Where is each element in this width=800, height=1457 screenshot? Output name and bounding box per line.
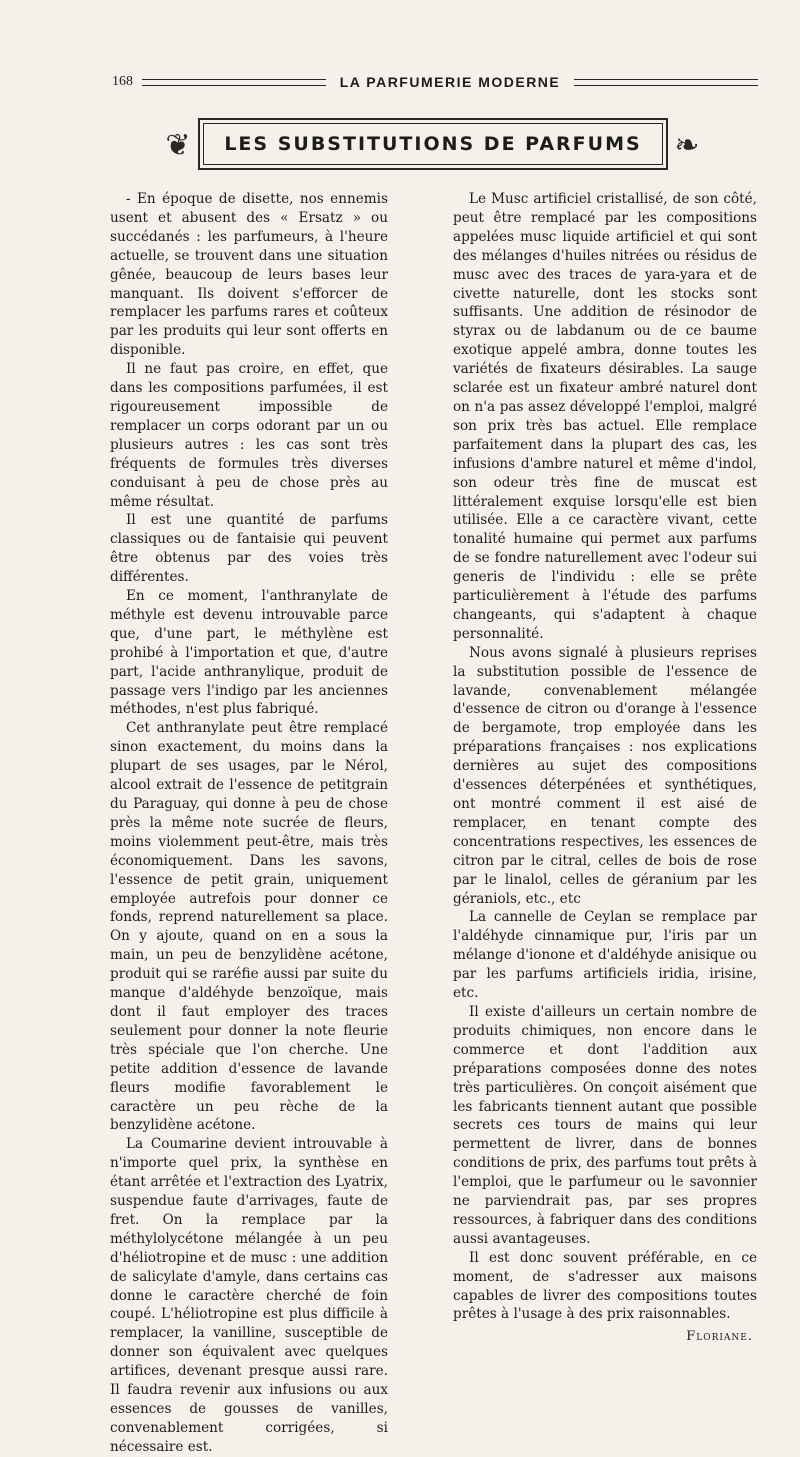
paragraph: Cet anthranylate peut être remplacé sinon exactement, du moins dans la plupart de ses usages, par le Nérol, alcool extrait de l'essence de petitgrain du Paraguay, qui donne à peu de chose près la même note sucrée de fleurs, moins violemment peut-être, mais très économiquement. Dans les savons, l'essence de petit grain, uniquement employée autrefois pour donner ce fonds, reprend naturellement sa place. On y ajoute, quand on en a sous la main, un peu de benzylidène acétone, produit qui se raréfie aussi par suite du manque d'aldéhyde benzoïque, mais dont il faut employer des traces seulement pour donner la note fleurie très spéciale que l'on cherche. Une petite addition d'essence de lavande fleurs modifie favorablement le caractère un peu rèche de la benzylidène acétone. — [110, 720, 388, 1134]
author-signature: Floriane. — [686, 1329, 753, 1345]
running-header — [112, 72, 758, 92]
paragraph: Le Musc artificiel cristallisé, de son côté, peut être remplacé par les compositions appelées musc liquide artificiel et qui sont des mélanges d'huiles nitrées ou résidus de musc avec des traces de yara-yara et de civette naturelle, dont les stocks sont suffisants. Une addition de résinodor de styrax ou de labdanum ou de ce baume exotique appelé ambra, donne toutes les variétés de fixateurs désirables. La sauge sclarée est un fixateur ambré naturel dont on n'a pas assez développé l'emploi, malgré son prix très bas actuel. Elle remplace parfaitement dans la plupart des cas, les infusions d'ambre naturel et même d'indol, son odeur très fine de muscat est littéralement exquise lorsqu'elle est bien utilisée. Elle a ce caractère vivant, cette tonalité humaine qui permet aux parfums de se fondre naturellement avec l'odeur sui generis de l'individu : elle se prête particulièrement à l'étude des parfums changeants, qui s'adaptent à chaque personnalité. — [453, 191, 757, 642]
paragraph: En ce moment, l'anthranylate de méthyle est devenu introuvable parce que, d'une part, le méthylène est prohibé à l'importation et que, d'autre part, l'acide anthranylique, produit de passage vers l'indigo par les anciennes méthodes, n'est plus fabriqué. — [110, 588, 388, 718]
paragraph: Il existe d'ailleurs un certain nombre de produits chimiques, non encore dans le commerce et dont l'addition aux préparations composées donne des notes très particulières. On conçoit aisément que les fabricants tiennent autant que possible secrets ces tours de mains qui leur permettent de livrer, dans de bonnes conditions de prix, des parfums tout prêts à l'emploi, que le parfumeur ou le savonnier ne parviendrait pas, par ses propres ressources, à fabriquer dans des conditions aussi avantageuses. — [453, 1003, 757, 1247]
journal-title: LA PARFUMERIE MODERNE — [339, 74, 561, 90]
paragraph: Nous avons signalé à plusieurs reprises la substitution possible de l'essence de lavande, convenablement mélangée d'essence de citron ou d'orange à l'essence de bergamote, trop employée dans les préparations françaises : nos explications dernières au sujet des compositions d'essences déterpénées et synthétiques, ont montré comment il est aisé de remplacer, en tenant compte des concentrations respectives, les essences de citron par le citral, celles de bois de rose par le linalol, celles de géranium par les géraniols, etc., etc — [453, 644, 757, 907]
article-column-left — [110, 190, 388, 1457]
paragraph: Il est donc souvent préférable, en ce moment, de s'adresser aux maisons capables de livrer des compositions toutes prêtes à l'usage à des prix raisonnables. — [453, 1249, 757, 1323]
fleuron-ornament-icon: ❦ — [165, 127, 191, 163]
paragraph: - En époque de disette, nos ennemis usent et abusent des « Ersatz » ou succédanés : les parfumeurs, à l'heure actuelle, se trouvent dans une situation gênée, beaucoup de leurs bases leur manquant. Ils doivent s'efforcer de remplacer les parfums rares et coûteux par les produits qui leur sont offerts en disponible. — [110, 191, 388, 359]
paragraph: La cannelle de Ceylan se remplace par l'aldéhyde cinnamique pur, l'iris par un mélange d'ionone et d'aldéhyde anisique ou par les parfums artificiels iridia, irisine, etc. — [453, 909, 757, 1002]
article-title-frame — [198, 118, 668, 170]
fleuron-ornament-icon: ❧ — [674, 127, 700, 163]
page-number: 168 — [112, 74, 133, 89]
paragraph: La Coumarine devient introuvable à n'importe quel prix, la synthèse en étant arrêtée et l'extraction des Lyatrix, suspendue faute d'arrivages, faute de fret. On la remplace par la méthylolycétone mélangée à un peu d'héliotropine et de musc : une addition de salicylate d'amyle, dans certains cas donne le caractère cherché de foin coupé. L'héliotropine est plus difficile à remplacer, la vanilline, susceptible de donner son équivalent avec quelques artifices, devenant presque aussi rare. Il faudra revenir aux infusions ou aux essences de gousses de vanilles, convenablement corrigées, si nécessaire est. — [110, 1136, 388, 1455]
paragraph: Il est une quantité de parfums classiques ou de fantaisie qui peuvent être obtenus par des voies très différentes. — [110, 512, 388, 586]
paragraph: Il ne faut pas croire, en effet, que dans les compositions parfumées, il est rigoureusement impossible de remplacer un corps odorant par un ou plusieurs autres : les cas sont très fréquents de formules très diverses conduisant à peu de chose près au même résultat. — [110, 361, 388, 510]
header-rule-left — [142, 79, 326, 86]
article-column-right — [453, 190, 757, 1347]
article-title: LES SUBSTITUTIONS DE PARFUMS — [224, 133, 642, 155]
header-rule-right — [574, 79, 758, 86]
